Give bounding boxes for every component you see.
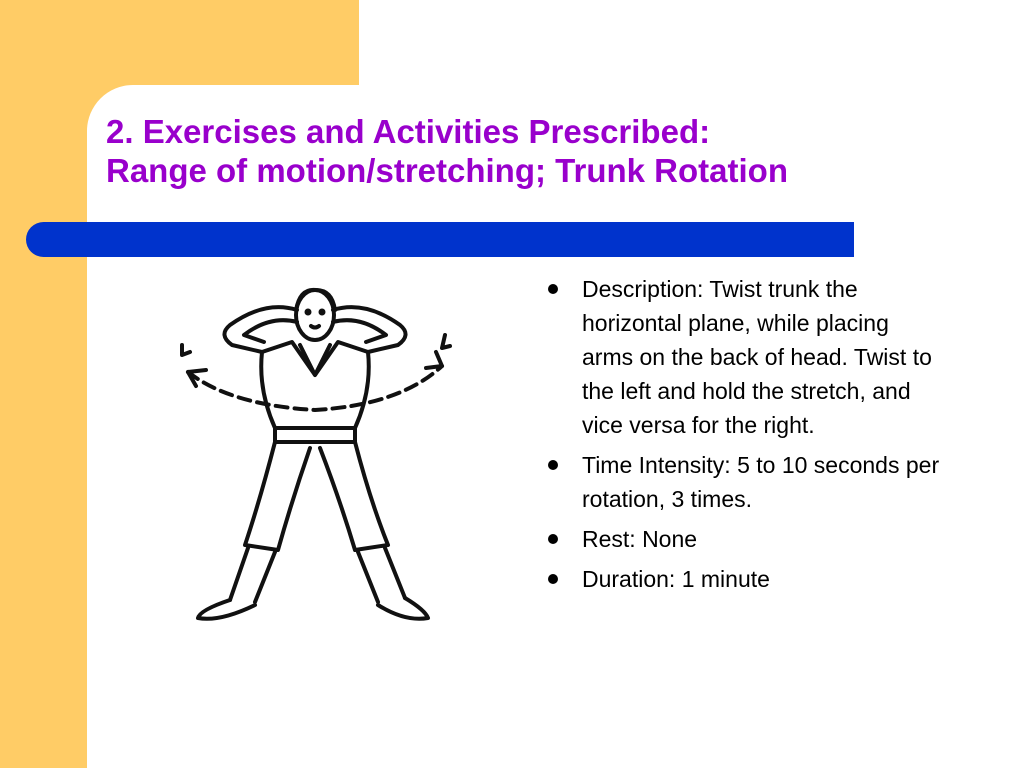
figure-torso <box>261 342 369 428</box>
bullet-list <box>546 272 946 602</box>
bullet-icon <box>548 534 558 544</box>
title-line-2: Range of motion/stretching; Trunk Rotation <box>106 152 788 189</box>
bullet-icon <box>548 460 558 470</box>
title-line-1: 2. Exercises and Activities Prescribed: <box>106 113 711 150</box>
figure-right-leg <box>320 442 388 550</box>
figure-right-foot <box>378 598 428 619</box>
bullet-icon <box>548 284 558 294</box>
bullet-item <box>546 448 946 516</box>
trunk-rotation-illustration <box>160 280 460 630</box>
figure-left-leg <box>245 442 310 550</box>
bullet-item <box>546 272 946 442</box>
bullet-item <box>546 522 946 556</box>
bullet-icon <box>548 574 558 584</box>
bullet-text: Time Intensity: 5 to 10 seconds per rotation, 3 times. <box>582 452 940 512</box>
bullet-item <box>546 562 946 596</box>
slide-title <box>106 112 1006 190</box>
title-underline-bar <box>26 222 854 257</box>
bullet-text: Duration: 1 minute <box>582 566 770 592</box>
figure-left-foot <box>198 600 255 619</box>
bullet-text: Rest: None <box>582 526 698 552</box>
bullet-text: Description: Twist trunk the horizontal plane, while placing arms on the back of head. Twist to the left and hold the stretch, and vice versa for the right. <box>582 276 932 438</box>
